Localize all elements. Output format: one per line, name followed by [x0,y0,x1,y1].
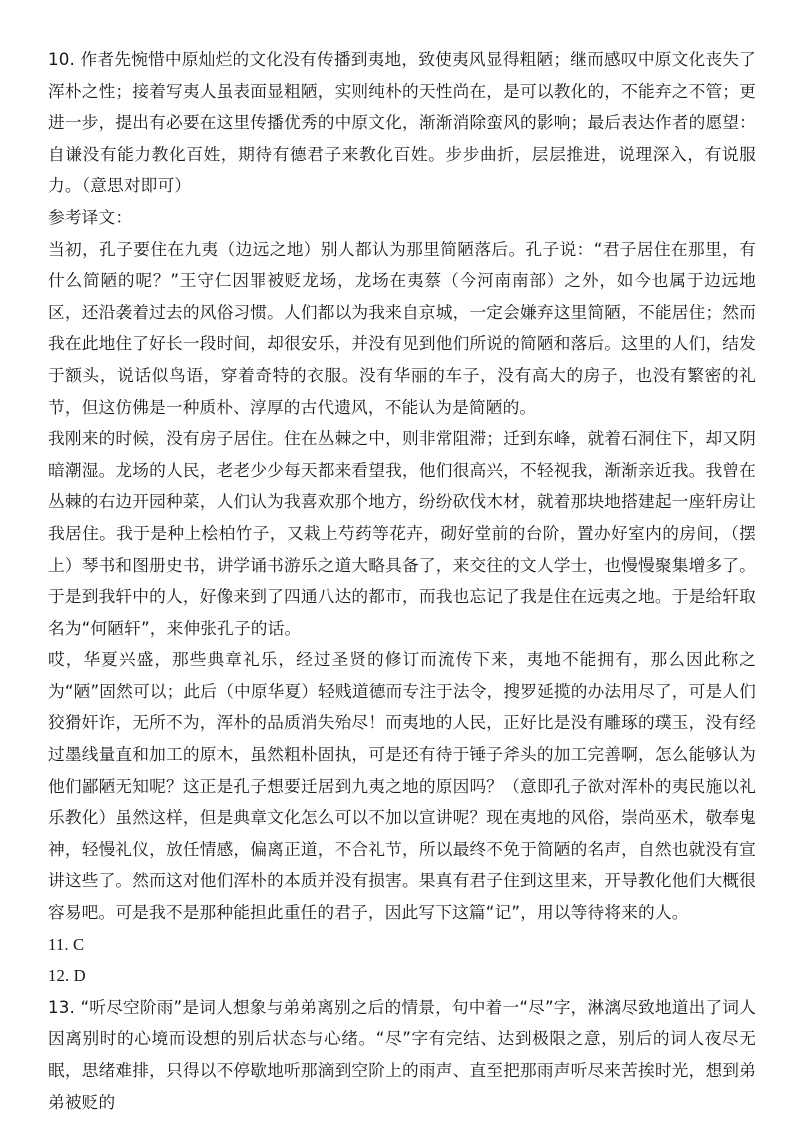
document-page [48,44,756,1118]
answer-13: 13. “听尽空阶雨”是词人想象与弟弟离别之后的情景，句中着一“尽”字，淋漓尽致地道出了词人因离别时的心境而设想的别后状态与心绪。“尽”字有完结、达到极限之意，别后的词人夜尽无眠，思绪难排，只得以不停歇地听那滴到空阶上的雨声、直至把那雨声听尽来苦挨时光，想到弟弟被贬的 [48,996,756,1112]
answer-12: 12. D [48,966,86,986]
answer-10: 10. 作者先惋惜中原灿烂的文化没有传播到夷地，致使夷风显得粗陋；继而感叹中原文化丧失了浑朴之性；接着写夷人虽表面显粗陋，实则纯朴的天性尚在，是可以教化的，不能弃之不管；更进一步，提出有必要在这里传播优秀的中原文化，渐渐消除蛮风的影响；最后表达作者的愿望：自谦没有能力教化百姓，期待有德君子来教化百姓。步步曲折，层层推进，说理深入，有说服力。（意思对即可） [48,49,756,196]
translation-paragraph-1: 当初，孔子要住在九夷（边远之地）别人都认为那里简陋落后。孔子说：“君子居住在那里，有什么简陋的呢？”王守仁因罪被贬龙场，龙场在夷蔡（今河南南部）之外，如今也属于边远地区，还沿袭着过去的风俗习惯。人们都以为我来自京城，一定会嫌弃这里简陋，不能居住；然而我在此地住了好长一段时间，却很安乐，并没有见到他们所说的简陋和落后。这里的人们，结发于额头，说话似鸟语，穿着奇特的衣服。没有华丽的车子，没有高大的房子，也没有繁密的礼节，但这仿佛是一种质朴、淳厚的古代遗风，不能认为是简陋的。 [48,238,756,417]
translation-paragraph-2: 我刚来的时候，没有房子居住。住在丛棘之中，则非常阻滞；迁到东峰，就着石洞住下，却又阴暗潮湿。龙场的人民，老老少少每天都来看望我，他们很高兴，不轻视我，渐渐亲近我。我曾在丛棘的右边开园种菜，人们认为我喜欢那个地方，纷纷砍伐木材，就着那块地搭建起一座轩房让我居住。我于是种上桧柏竹子，又栽上芍药等花卉，砌好堂前的台阶，置办好室内的房间，（摆上）琴书和图册史书，讲学诵书游乐之道大略具备了，来交往的文人学士，也慢慢聚集增多了。于是到我轩中的人，好像来到了四通八达的都市，而我也忘记了我是住在远夷之地。于是给轩取名为“何陋轩”，来伸张孔子的话。 [48,428,756,638]
translation-heading: 参考译文： [48,206,133,227]
answer-11: 11. C [48,934,85,954]
translation-paragraph-3: 哎，华夏兴盛，那些典章礼乐，经过圣贤的修订而流传下来，夷地不能拥有，那么因此称之为“陋”固然可以；此后（中原华夏）轻贱道德而专注于法令，搜罗延揽的办法用尽了，可是人们狡猾奸诈，无所不为，浑朴的品质消失殆尽！而夷地的人民，正好比是没有雕琢的璞玉，没有经过墨线量直和加工的原木，虽然粗朴固执，可是还有待于锤子斧头的加工完善啊，怎么能够认为他们鄙陋无知呢？这正是孔子想要迁居到九夷之地的原因吗？（意即孔子欲对浑朴的夷民施以礼乐教化）虽然这样，但是典章文化怎么可以不加以宣讲呢？现在夷地的风俗，崇尚巫术，敬奉鬼神，轻慢礼仪，放任情感，偏离正道，不合礼节，所以最终不免于简陋的名声，自然也就没有宣讲这些了。然而这对他们浑朴的本质并没有损害。果真有君子住到这里来，开导教化他们大概很容易吧。可是我不是那种能担此重任的君子，因此写下这篇“记”，用以等待将来的人。 [48,649,756,923]
